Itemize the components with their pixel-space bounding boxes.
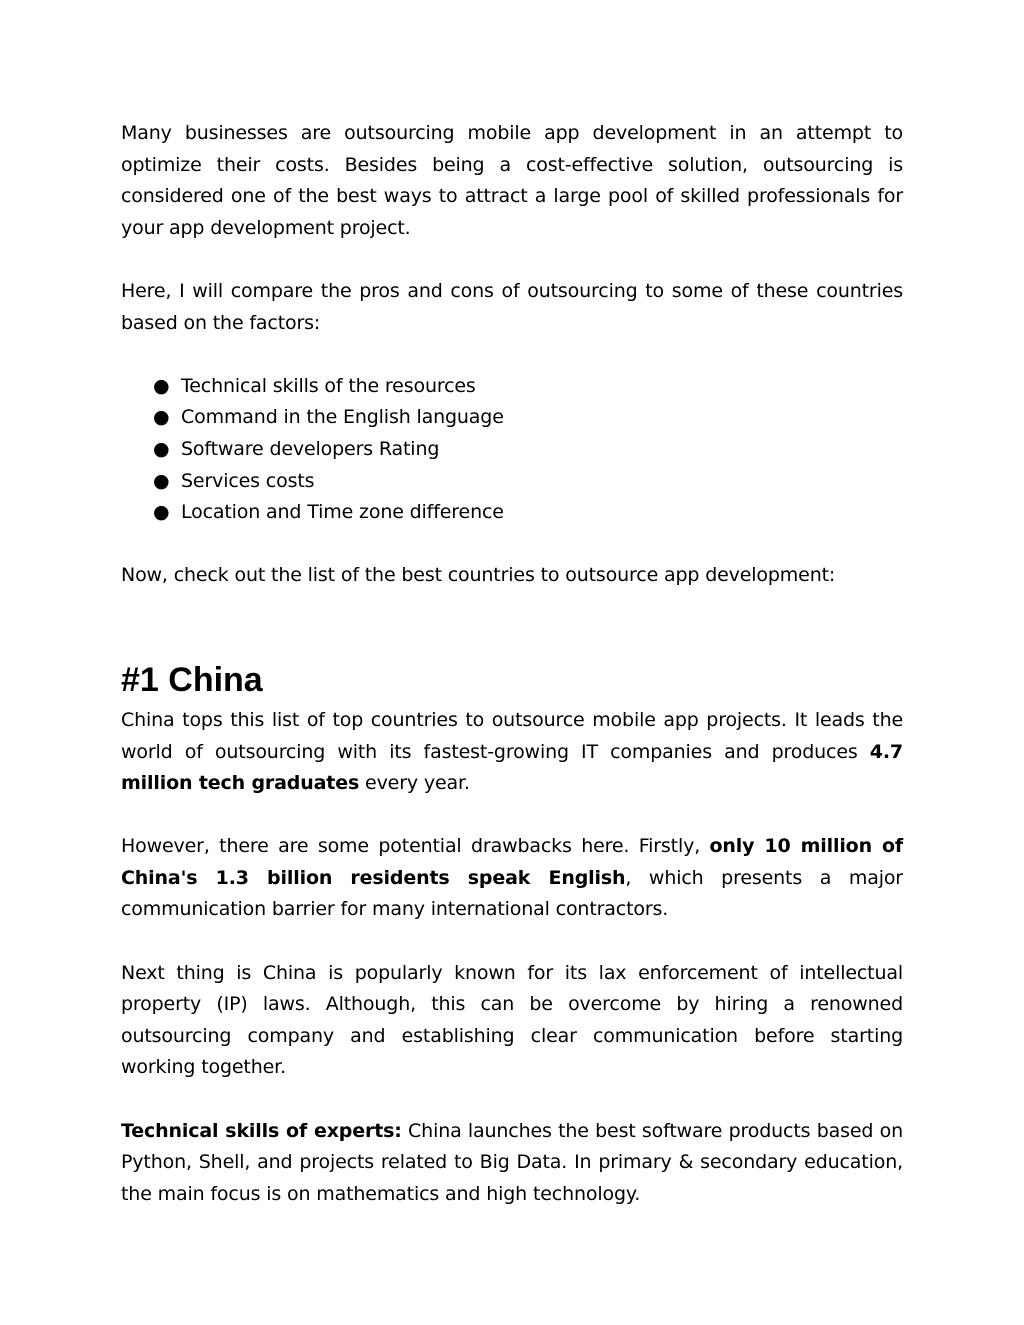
- china-p1-text-a: China tops this list of top countries to outsource mobile app projects. It leads the world of outsourcing with its fastest-growing IT companies and produces: [121, 708, 903, 763]
- intro-paragraph: Many businesses are outsourcing mobile app development in an attempt to optimize their costs. Besides being a cost-effective solution, outsourcing is considered one of the best ways to attract a large pool of skilled professionals for your app development project.: [121, 122, 903, 239]
- countries-intro-paragraph: Now, check out the list of the best countries to outsource app development:: [121, 564, 836, 587]
- bullet-icon: ●: [153, 501, 170, 524]
- list-item-text: Command in the English language: [181, 406, 504, 429]
- list-item: [121, 466, 903, 498]
- china-paragraph-2: [121, 831, 903, 926]
- section-heading-china: #1 China: [121, 660, 263, 699]
- list-item: [121, 434, 903, 466]
- china-p2-bold: only 10 million of China's 1.3 billion residents speak English: [121, 835, 903, 889]
- bullet-icon: ●: [153, 374, 170, 397]
- china-p1-bold: 4.7 million tech graduates: [121, 740, 903, 795]
- factors-intro-paragraph: Here, I will compare the pros and cons of outsourcing to some of these countries based on the factors:: [121, 279, 903, 334]
- china-p2-text-a: However, there are some potential drawbacks here. Firstly,: [121, 835, 710, 858]
- list-item-text: Location and Time zone difference: [181, 501, 504, 524]
- list-item: [121, 371, 903, 403]
- list-item-text: Software developers Rating: [181, 437, 440, 460]
- china-p2-text-b: , which presents a major communication barrier for many international contractors.: [121, 866, 903, 921]
- china-p1-text-b: every year.: [359, 772, 470, 795]
- list-item-text: Technical skills of the resources: [181, 374, 476, 397]
- list-item-text: Services costs: [181, 469, 315, 492]
- document-body: [121, 118, 903, 1210]
- china-p4-bold: Technical skills of experts:: [121, 1119, 402, 1142]
- bullet-icon: ●: [153, 406, 170, 429]
- china-paragraph-4: [121, 1116, 903, 1211]
- list-item: [121, 497, 903, 529]
- bullet-icon: ●: [153, 469, 170, 492]
- china-paragraph-1: [121, 705, 903, 800]
- list-item: [121, 402, 903, 434]
- china-p4-text: China launches the best software products based on Python, Shell, and projects related to Big Data. In primary & secondary education, the main focus is on mathematics and high technology.: [121, 1119, 903, 1205]
- factors-list: [121, 371, 903, 529]
- bullet-icon: ●: [153, 437, 170, 460]
- china-paragraph-3: Next thing is China is popularly known for its lax enforcement of intellectual property (IP) laws. Although, this can be overcome by hiring a renowned outsourcing company and establishing clear communication before starting working together.: [121, 961, 903, 1079]
